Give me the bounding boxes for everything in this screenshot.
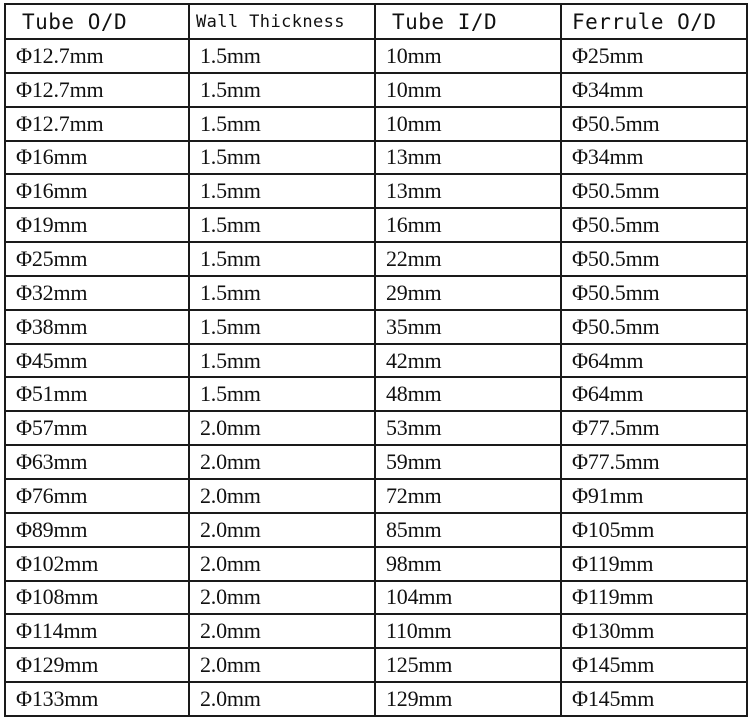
cell-tube-id: 129mm	[375, 682, 561, 716]
table-row	[5, 581, 747, 615]
cell-ferrule-od: Φ64mm	[561, 344, 747, 378]
cell-ferrule-od: Φ34mm	[561, 141, 747, 175]
table-row	[5, 513, 747, 547]
cell-tube-od: Φ12.7mm	[5, 73, 189, 107]
cell-wall-thickness: 1.5mm	[189, 377, 375, 411]
tube-dimensions-table	[4, 3, 748, 717]
cell-ferrule-od: Φ50.5mm	[561, 276, 747, 310]
cell-ferrule-od: Φ50.5mm	[561, 107, 747, 141]
cell-tube-od: Φ32mm	[5, 276, 189, 310]
table-row	[5, 411, 747, 445]
cell-tube-od: Φ12.7mm	[5, 39, 189, 73]
cell-ferrule-od: Φ77.5mm	[561, 445, 747, 479]
cell-wall-thickness: 2.0mm	[189, 682, 375, 716]
table-row	[5, 310, 747, 344]
header-row	[5, 4, 747, 39]
table-row	[5, 73, 747, 107]
cell-ferrule-od: Φ50.5mm	[561, 208, 747, 242]
cell-tube-id: 85mm	[375, 513, 561, 547]
table-row	[5, 208, 747, 242]
cell-wall-thickness: 2.0mm	[189, 648, 375, 682]
cell-ferrule-od: Φ50.5mm	[561, 242, 747, 276]
table-row	[5, 682, 747, 716]
table-row	[5, 445, 747, 479]
table-row	[5, 107, 747, 141]
cell-tube-id: 10mm	[375, 107, 561, 141]
cell-tube-od: Φ19mm	[5, 208, 189, 242]
cell-tube-id: 125mm	[375, 648, 561, 682]
cell-wall-thickness: 1.5mm	[189, 208, 375, 242]
cell-tube-id: 59mm	[375, 445, 561, 479]
cell-tube-od: Φ16mm	[5, 174, 189, 208]
cell-wall-thickness: 1.5mm	[189, 174, 375, 208]
cell-tube-id: 72mm	[375, 479, 561, 513]
table-row	[5, 39, 747, 73]
cell-wall-thickness: 2.0mm	[189, 547, 375, 581]
cell-tube-id: 22mm	[375, 242, 561, 276]
cell-tube-id: 13mm	[375, 141, 561, 175]
cell-tube-od: Φ114mm	[5, 614, 189, 648]
table-row	[5, 377, 747, 411]
cell-tube-od: Φ89mm	[5, 513, 189, 547]
cell-wall-thickness: 1.5mm	[189, 107, 375, 141]
cell-wall-thickness: 2.0mm	[189, 581, 375, 615]
cell-ferrule-od: Φ64mm	[561, 377, 747, 411]
cell-tube-id: 10mm	[375, 39, 561, 73]
cell-tube-id: 13mm	[375, 174, 561, 208]
cell-wall-thickness: 1.5mm	[189, 39, 375, 73]
cell-ferrule-od: Φ50.5mm	[561, 310, 747, 344]
spec-sheet	[4, 3, 746, 717]
cell-tube-od: Φ76mm	[5, 479, 189, 513]
cell-ferrule-od: Φ50.5mm	[561, 174, 747, 208]
cell-tube-od: Φ63mm	[5, 445, 189, 479]
cell-tube-od: Φ16mm	[5, 141, 189, 175]
cell-ferrule-od: Φ34mm	[561, 73, 747, 107]
cell-tube-id: 110mm	[375, 614, 561, 648]
cell-ferrule-od: Φ25mm	[561, 39, 747, 73]
header-tube-od: Tube O/D	[5, 4, 189, 39]
cell-tube-od: Φ57mm	[5, 411, 189, 445]
table-row	[5, 344, 747, 378]
header-tube-id: Tube I/D	[375, 4, 561, 39]
cell-wall-thickness: 1.5mm	[189, 276, 375, 310]
cell-tube-id: 29mm	[375, 276, 561, 310]
cell-ferrule-od: Φ130mm	[561, 614, 747, 648]
cell-wall-thickness: 2.0mm	[189, 445, 375, 479]
cell-tube-od: Φ51mm	[5, 377, 189, 411]
cell-tube-od: Φ38mm	[5, 310, 189, 344]
table-row	[5, 174, 747, 208]
cell-wall-thickness: 2.0mm	[189, 411, 375, 445]
cell-wall-thickness: 2.0mm	[189, 479, 375, 513]
cell-tube-id: 53mm	[375, 411, 561, 445]
cell-tube-od: Φ12.7mm	[5, 107, 189, 141]
table-row	[5, 479, 747, 513]
table-body	[5, 39, 747, 716]
cell-tube-od: Φ108mm	[5, 581, 189, 615]
cell-tube-id: 48mm	[375, 377, 561, 411]
cell-tube-id: 42mm	[375, 344, 561, 378]
cell-tube-od: Φ45mm	[5, 344, 189, 378]
header-wall-thickness: Wall Thickness	[189, 4, 375, 39]
cell-ferrule-od: Φ145mm	[561, 682, 747, 716]
cell-wall-thickness: 1.5mm	[189, 73, 375, 107]
cell-wall-thickness: 1.5mm	[189, 344, 375, 378]
table-row	[5, 141, 747, 175]
table-row	[5, 547, 747, 581]
cell-tube-id: 35mm	[375, 310, 561, 344]
cell-tube-od: Φ25mm	[5, 242, 189, 276]
cell-wall-thickness: 2.0mm	[189, 513, 375, 547]
cell-ferrule-od: Φ105mm	[561, 513, 747, 547]
cell-ferrule-od: Φ77.5mm	[561, 411, 747, 445]
cell-tube-od: Φ129mm	[5, 648, 189, 682]
cell-wall-thickness: 1.5mm	[189, 310, 375, 344]
cell-ferrule-od: Φ91mm	[561, 479, 747, 513]
table-row	[5, 614, 747, 648]
cell-wall-thickness: 1.5mm	[189, 242, 375, 276]
table-row	[5, 276, 747, 310]
table-row	[5, 242, 747, 276]
cell-tube-id: 16mm	[375, 208, 561, 242]
table-header	[5, 4, 747, 39]
cell-tube-od: Φ133mm	[5, 682, 189, 716]
cell-ferrule-od: Φ119mm	[561, 581, 747, 615]
cell-tube-id: 104mm	[375, 581, 561, 615]
cell-tube-od: Φ102mm	[5, 547, 189, 581]
cell-wall-thickness: 2.0mm	[189, 614, 375, 648]
table-row	[5, 648, 747, 682]
cell-tube-id: 10mm	[375, 73, 561, 107]
cell-tube-id: 98mm	[375, 547, 561, 581]
cell-ferrule-od: Φ145mm	[561, 648, 747, 682]
cell-ferrule-od: Φ119mm	[561, 547, 747, 581]
cell-wall-thickness: 1.5mm	[189, 141, 375, 175]
header-ferrule-od: Ferrule O/D	[561, 4, 747, 39]
